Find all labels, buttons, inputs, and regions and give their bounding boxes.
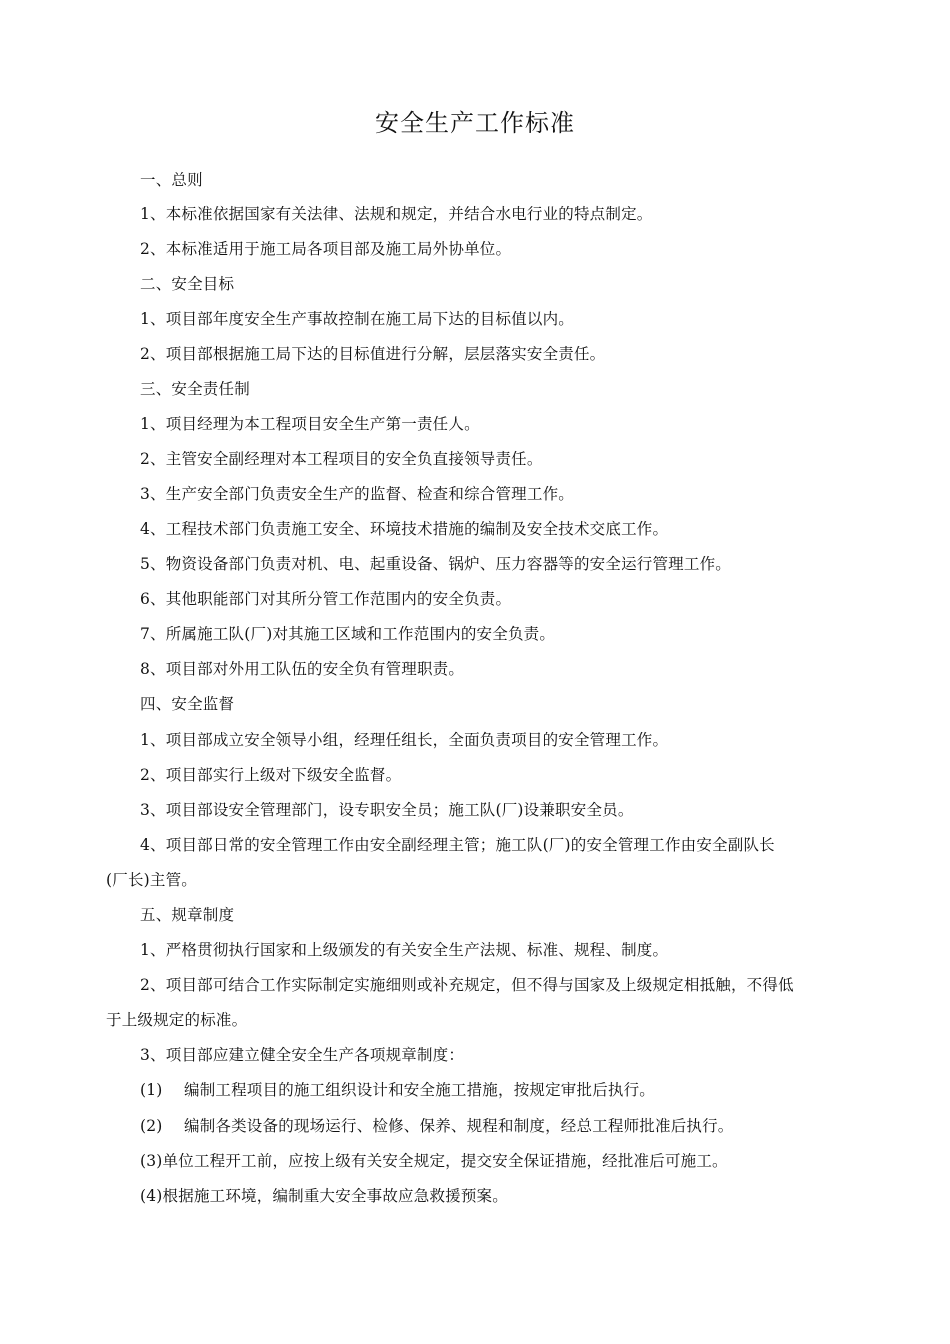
paragraph: 4、工程技术部门负责施工安全、环境技术措施的编制及安全技术交底工作。 <box>140 520 669 538</box>
paragraph-continuation: (厂长)主管。 <box>106 871 197 889</box>
paragraph: 1、严格贯彻执行国家和上级颁发的有关安全生产法规、标准、规程、制度。 <box>140 941 669 959</box>
sub-item: (3)单位工程开工前，应按上级有关安全规定，提交安全保证措施，经批准后可施工。 <box>140 1152 728 1170</box>
paragraph: 1、项目部年度安全生产事故控制在施工局下达的目标值以内。 <box>140 310 574 328</box>
paragraph: 6、其他职能部门对其所分管工作范围内的安全负责。 <box>140 590 512 608</box>
paragraph: 3、项目部设安全管理部门，设专职安全员；施工队(厂)设兼职安全员。 <box>140 801 634 819</box>
paragraph: 2、本标准适用于施工局各项目部及施工局外协单位。 <box>140 240 512 258</box>
paragraph: 5、物资设备部门负责对机、电、起重设备、锅炉、压力容器等的安全运行管理工作。 <box>140 555 731 573</box>
sub-item-number: (1) <box>140 1081 163 1099</box>
paragraph: 1、本标准依据国家有关法律、法规和规定，并结合水电行业的特点制定。 <box>140 205 653 223</box>
sub-item: (4)根据施工环境，编制重大安全事故应急救援预案。 <box>140 1187 508 1205</box>
document-title: 安全生产工作标准 <box>375 109 575 137</box>
sub-item-text: 编制工程项目的施工组织设计和安全施工措施，按规定审批后执行。 <box>184 1081 656 1099</box>
paragraph: 3、生产安全部门负责安全生产的监督、检查和综合管理工作。 <box>140 485 574 503</box>
sub-item <box>140 1114 734 1138</box>
paragraph: 2、项目部可结合工作实际制定实施细则或补充规定，但不得与国家及上级规定相抵触，不得低 <box>140 976 794 994</box>
section-heading-safety-goals: 二、安全目标 <box>140 275 235 293</box>
paragraph: 8、项目部对外用工队伍的安全负有管理职责。 <box>140 660 465 678</box>
paragraph: 2、项目部根据施工局下达的目标值进行分解，层层落实安全责任。 <box>140 345 606 363</box>
paragraph: 4、项目部日常的安全管理工作由安全副经理主管；施工队(厂)的安全管理工作由安全副队长 <box>140 836 775 854</box>
paragraph: 3、项目部应建立健全安全生产各项规章制度： <box>140 1046 465 1064</box>
sub-item-number: (2) <box>140 1117 163 1135</box>
paragraph: 2、主管安全副经理对本工程项目的安全负直接领导责任。 <box>140 450 543 468</box>
section-heading-general: 一、总则 <box>140 171 203 189</box>
sub-item-text: 编制各类设备的现场运行、检修、保养、规程和制度，经总工程师批准后执行。 <box>184 1117 734 1135</box>
sub-item <box>140 1078 655 1102</box>
section-heading-regulations: 五、规章制度 <box>140 906 235 924</box>
paragraph: 1、项目经理为本工程项目安全生产第一责任人。 <box>140 415 480 433</box>
paragraph: 2、项目部实行上级对下级安全监督。 <box>140 766 402 784</box>
paragraph: 7、所属施工队(厂)对其施工区域和工作范围内的安全负责。 <box>140 625 556 643</box>
paragraph: 1、项目部成立安全领导小组，经理任组长，全面负责项目的安全管理工作。 <box>140 731 669 749</box>
section-heading-supervision: 四、安全监督 <box>140 695 235 713</box>
section-heading-responsibility: 三、安全责任制 <box>140 380 250 398</box>
paragraph-continuation: 于上级规定的标准。 <box>106 1011 248 1029</box>
